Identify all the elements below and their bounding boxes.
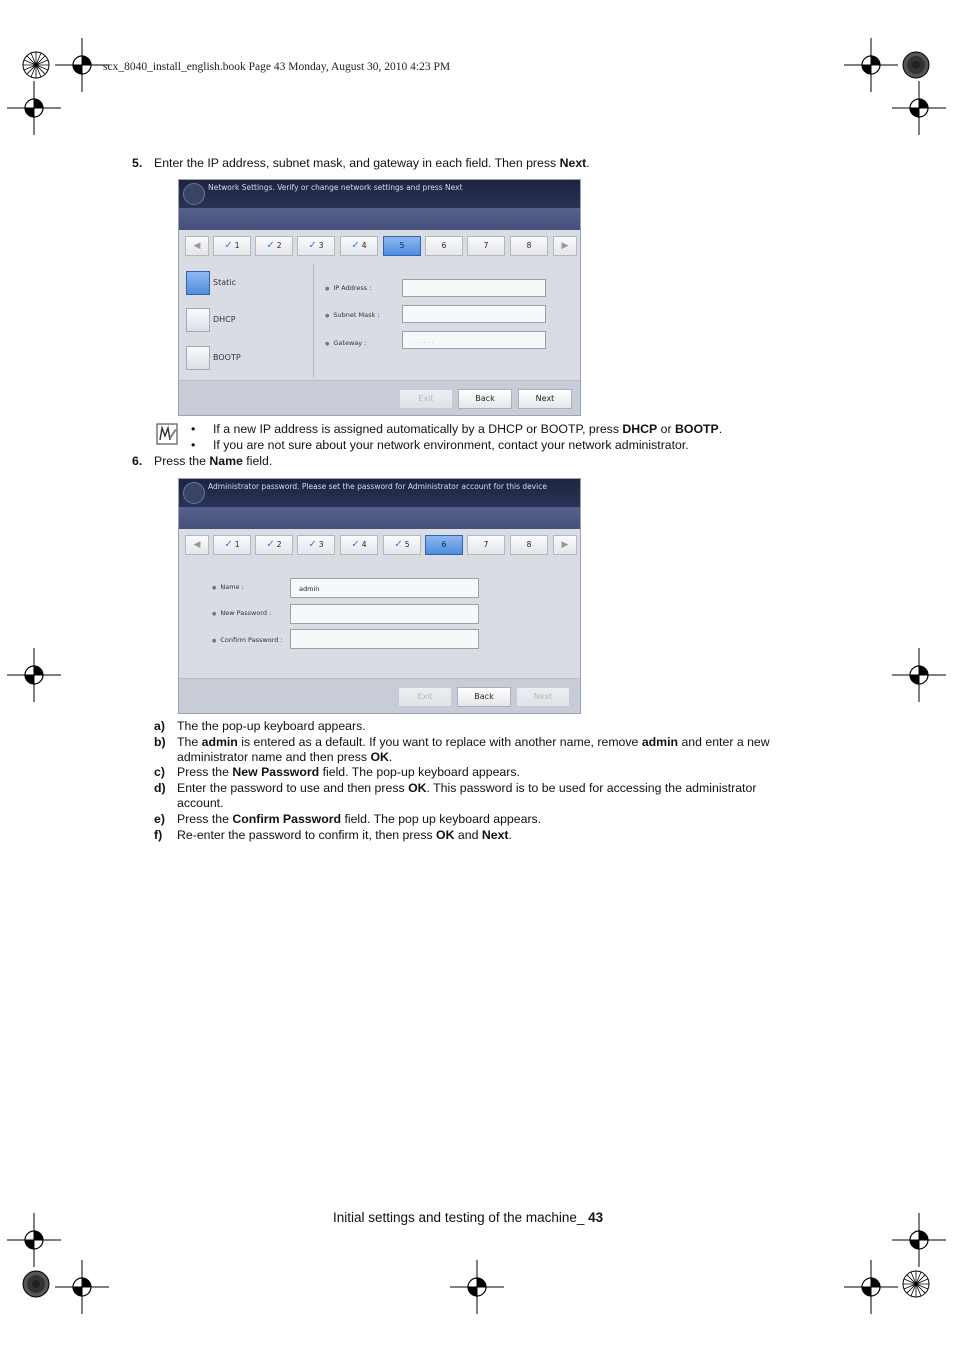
wizard-step-1[interactable]: ✓ 1 <box>213 236 251 256</box>
static-option-button[interactable] <box>186 271 210 295</box>
screen-title-bar <box>179 180 580 208</box>
wizard-step-7[interactable]: 7 <box>467 236 505 256</box>
color-rosette-icon <box>22 51 50 79</box>
static-option-label: Static <box>213 278 236 287</box>
wizard-step-5[interactable]: 5 <box>383 236 421 256</box>
substep-text: Enter the password to use and then press OK. This password is to be used for accessing the administrator account. <box>177 781 757 810</box>
substep-label: c) <box>154 765 165 779</box>
wizard-step-4[interactable]: ✓ 4 <box>340 535 378 555</box>
back-button[interactable]: Back <box>457 687 511 707</box>
substep-f <box>154 828 804 843</box>
screen-title-bar <box>179 479 580 507</box>
crop-mark-icon <box>450 1260 504 1314</box>
screen-title: Network Settings. Verify or change network settings and press Next <box>208 183 463 192</box>
checkmark-icon: ✓ <box>308 240 317 251</box>
bullet-dot: • <box>191 422 196 436</box>
crop-mark-icon <box>7 648 61 702</box>
color-rosette-icon <box>902 1270 930 1298</box>
name-label: ● Name : <box>212 583 244 591</box>
admin-password-screen <box>178 478 581 714</box>
wizard-step-5[interactable]: ✓ 5 <box>383 535 421 555</box>
gateway-label: ● Gateway : <box>325 339 366 347</box>
crop-mark-icon <box>844 38 898 92</box>
confirm-password-label: ● Confirm Password : <box>212 636 283 644</box>
substep-label: e) <box>154 812 165 826</box>
crop-mark-icon <box>892 648 946 702</box>
ip-address-field[interactable] <box>402 279 546 297</box>
step-number: 6. <box>132 454 143 468</box>
note-text: If you are not sure about your network environment, contact your network administrator. <box>213 438 689 452</box>
new-password-field[interactable] <box>290 604 479 624</box>
substep-text: The the pop-up keyboard appears. <box>177 719 366 733</box>
network-settings-screen <box>178 179 581 416</box>
substep-c <box>154 765 804 780</box>
substep-label: b) <box>154 735 166 749</box>
wizard-step-6[interactable]: 6 <box>425 535 463 555</box>
substep-label: f) <box>154 828 163 842</box>
subnet-mask-label: ● Subnet Mask : <box>325 311 379 319</box>
crop-mark-icon <box>55 1260 109 1314</box>
substep-label: d) <box>154 781 166 795</box>
crop-mark-icon <box>844 1260 898 1314</box>
confirm-password-field[interactable] <box>290 629 479 649</box>
note-text: If a new IP address is assigned automatically by a DHCP or BOOTP, press DHCP or BOOTP. <box>213 422 723 436</box>
step-5 <box>132 156 832 172</box>
crop-mark-icon <box>7 1213 61 1267</box>
wizard-step-3[interactable]: ✓ 3 <box>297 236 335 256</box>
substep-d <box>154 781 804 811</box>
crop-mark-icon <box>55 38 109 92</box>
exit-button[interactable]: Exit <box>399 389 453 409</box>
wizard-step-3[interactable]: ✓ 3 <box>297 535 335 555</box>
device-logo-icon <box>183 482 205 504</box>
page-number: 43 <box>584 1210 604 1225</box>
note-bullet-2 <box>191 438 791 454</box>
dhcp-option-label: DHCP <box>213 315 236 324</box>
wizard-steps <box>185 535 574 555</box>
screen-title: Administrator password. Please set the password for Administrator account for this device <box>208 482 548 491</box>
steps-next-button[interactable]: ▶ <box>553 535 577 555</box>
crop-mark-icon <box>892 1213 946 1267</box>
substep-b <box>154 735 804 765</box>
note-bullet-1 <box>191 422 791 438</box>
wizard-step-8[interactable]: 8 <box>510 236 548 256</box>
subnet-mask-field[interactable] <box>402 305 546 323</box>
step-6 <box>132 454 832 470</box>
back-button[interactable]: Back <box>458 389 512 409</box>
wizard-step-2[interactable]: ✓ 2 <box>255 236 293 256</box>
checkmark-icon: ✓ <box>351 539 360 550</box>
ip-address-label: ● IP Address : <box>325 284 371 292</box>
wizard-step-6[interactable]: 6 <box>425 236 463 256</box>
note-icon <box>156 423 178 445</box>
wizard-step-8[interactable]: 8 <box>510 535 548 555</box>
screen-header-bar <box>179 208 580 230</box>
substep-a <box>154 719 804 734</box>
screen-bottom-bar <box>179 380 580 415</box>
exit-button[interactable]: Exit <box>398 687 452 707</box>
color-rosette-icon <box>22 1270 50 1298</box>
checkmark-icon: ✓ <box>394 539 403 550</box>
wizard-steps <box>185 236 574 256</box>
device-logo-icon <box>183 183 205 205</box>
steps-prev-button[interactable]: ◀ <box>185 535 209 555</box>
step-number: 5. <box>132 156 143 170</box>
bootp-option-button[interactable] <box>186 346 210 370</box>
checkmark-icon: ✓ <box>224 240 233 251</box>
crop-mark-icon <box>7 81 61 135</box>
next-button[interactable]: Next <box>516 687 570 707</box>
crop-mark-icon <box>892 81 946 135</box>
steps-next-button[interactable]: ▶ <box>553 236 577 256</box>
substep-text: Re-enter the password to confirm it, then press OK and Next. <box>177 828 512 842</box>
checkmark-icon: ✓ <box>351 240 360 251</box>
wizard-step-7[interactable]: 7 <box>467 535 505 555</box>
bootp-option-label: BOOTP <box>213 353 241 362</box>
substep-text: Press the New Password field. The pop-up keyboard appears. <box>177 765 520 779</box>
page-footer <box>333 1210 603 1225</box>
checkmark-icon: ✓ <box>266 240 275 251</box>
wizard-step-4[interactable]: ✓ 4 <box>340 236 378 256</box>
checkmark-icon: ✓ <box>224 539 233 550</box>
next-button[interactable]: Next <box>518 389 572 409</box>
bullet-dot: • <box>191 438 196 452</box>
wizard-step-2[interactable]: ✓ 2 <box>255 535 293 555</box>
wizard-step-1[interactable]: ✓ 1 <box>213 535 251 555</box>
substep-text: The admin is entered as a default. If you want to replace with another name, remove admin and enter a new administrator name and then press OK. <box>177 735 770 764</box>
checkmark-icon: ✓ <box>308 539 317 550</box>
screen-header-bar <box>179 507 580 529</box>
name-field[interactable]: admin <box>290 578 479 598</box>
steps-prev-button[interactable]: ◀ <box>185 236 209 256</box>
dhcp-option-button[interactable] <box>186 308 210 332</box>
substep-label: a) <box>154 719 165 733</box>
substep-e <box>154 812 804 827</box>
new-password-label: ● New Password : <box>212 609 271 617</box>
step-text: Press the Name field. <box>154 454 273 468</box>
checkmark-icon: ✓ <box>266 539 275 550</box>
gateway-field[interactable]: . . . . . . <box>402 331 546 349</box>
footer-text: Initial settings and testing of the machine_ <box>333 1210 585 1225</box>
screen-bottom-bar <box>179 678 580 713</box>
color-rosette-icon <box>902 51 930 79</box>
panel-divider <box>313 264 314 378</box>
step-text: Enter the IP address, subnet mask, and gateway in each field. Then press Next. <box>154 156 590 170</box>
substep-text: Press the Confirm Password field. The pop up keyboard appears. <box>177 812 542 826</box>
book-header-line: scx_8040_install_english.book Page 43 Monday, August 30, 2010 4:23 PM <box>103 61 451 73</box>
